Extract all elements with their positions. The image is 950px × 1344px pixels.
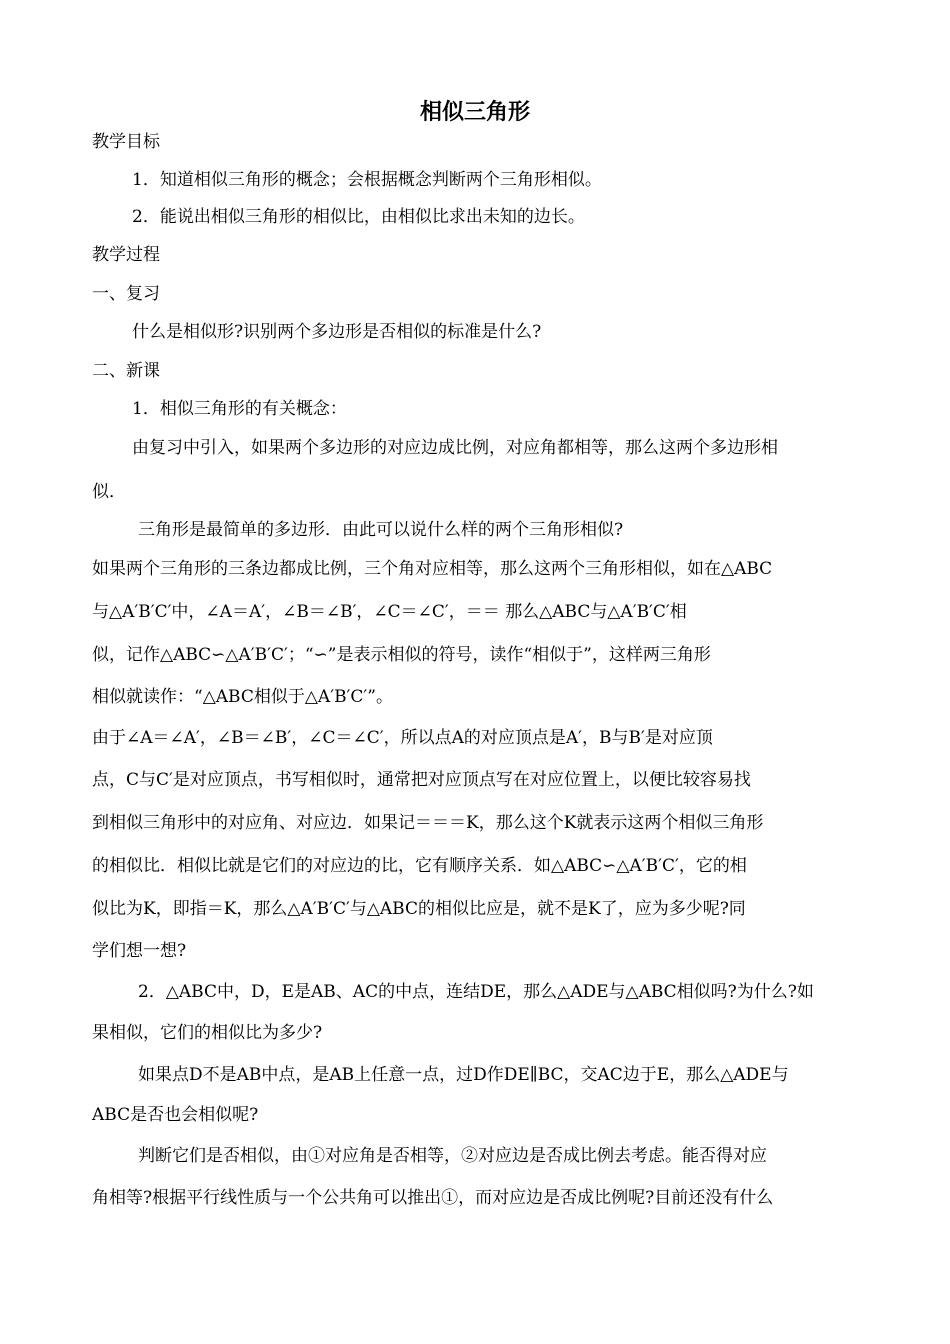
paragraph-line: 由于∠A＝∠A′，∠B＝∠B′，∠C＝∠C′，所以点A的对应顶点是A′，B与B′是对应顶	[92, 728, 713, 748]
subheading-review: 一、复习	[92, 284, 160, 304]
paragraph-line: 果相似，它们的相似比为多少?	[92, 1023, 323, 1043]
paragraph-line: ABC是否也会相似呢?	[92, 1105, 259, 1125]
paragraph-line: 与△A′B′C′中，∠A＝A′，∠B＝∠B′，∠C＝∠C′，＝＝ 那么△ABC与△A′B′C′相	[92, 602, 687, 622]
section-heading-process: 教学过程	[92, 245, 160, 265]
goal-item-2: 2．能说出相似三角形的相似比，由相似比求出未知的边长。	[132, 207, 585, 227]
concept-heading: 1．相似三角形的有关概念：	[132, 399, 347, 419]
subheading-new-lesson: 二、新课	[92, 361, 160, 381]
paragraph-line: 似，记作△ABC∽△A′B′C′；“∽”是表示相似的符号，读作“相似于”，这样两三角形	[92, 645, 711, 665]
paragraph-line: 由复习中引入，如果两个多边形的对应边成比例，对应角都相等，那么这两个多边形相	[132, 438, 778, 458]
paragraph-line: 点，C与C′是对应顶点，书写相似时，通常把对应顶点写在对应位置上，以便比较容易找	[92, 770, 751, 790]
paragraph-line: 三角形是最简单的多边形．由此可以说什么样的两个三角形相似?	[138, 520, 624, 540]
paragraph-line: 学们想一想?	[92, 941, 187, 961]
review-question: 什么是相似形?识别两个多边形是否相似的标准是什么?	[132, 322, 542, 342]
paragraph-line: 判断它们是否相似，由①对应角是否相等，②对应边是否成比例去考虑。能否得对应	[138, 1146, 767, 1166]
paragraph-line: 2．△ABC中，D，E是AB、AC的中点，连结DE，那么△ADE与△ABC相似吗?为什么?如	[138, 982, 814, 1002]
paragraph-line: 似．	[92, 482, 126, 502]
paragraph-line: 似比为K，即指＝K，那么△A′B′C′与△ABC的相似比应是，就不是K了，应为多少呢?同	[92, 899, 746, 919]
paragraph-line: 相似就读作：“△ABC相似于△A′B′C′”。	[92, 687, 393, 707]
paragraph-line: 角相等?根据平行线性质与一个公共角可以推出①，而对应边是否成比例呢?目前还没有什么	[92, 1188, 774, 1208]
page-title: 相似三角形	[419, 100, 530, 125]
goal-item-1: 1．知道相似三角形的概念；会根据概念判断两个三角形相似。	[132, 170, 602, 190]
paragraph-line: 到相似三角形中的对应角、对应边．如果记＝＝＝K，那么这个K就表示这两个相似三角形	[92, 813, 764, 833]
section-heading-goals: 教学目标	[92, 132, 160, 152]
paragraph-line: 的相似比．相似比就是它们的对应边的比，它有顺序关系．如△ABC∽△A′B′C′，它的相	[92, 856, 747, 876]
paragraph-line: 如果两个三角形的三条边都成比例，三个角对应相等，那么这两个三角形相似，如在△ABC	[92, 559, 773, 579]
paragraph-line: 如果点D不是AB中点，是AB上任意一点，过D作DE∥BC，交AC边于E，那么△ADE与	[138, 1065, 789, 1085]
